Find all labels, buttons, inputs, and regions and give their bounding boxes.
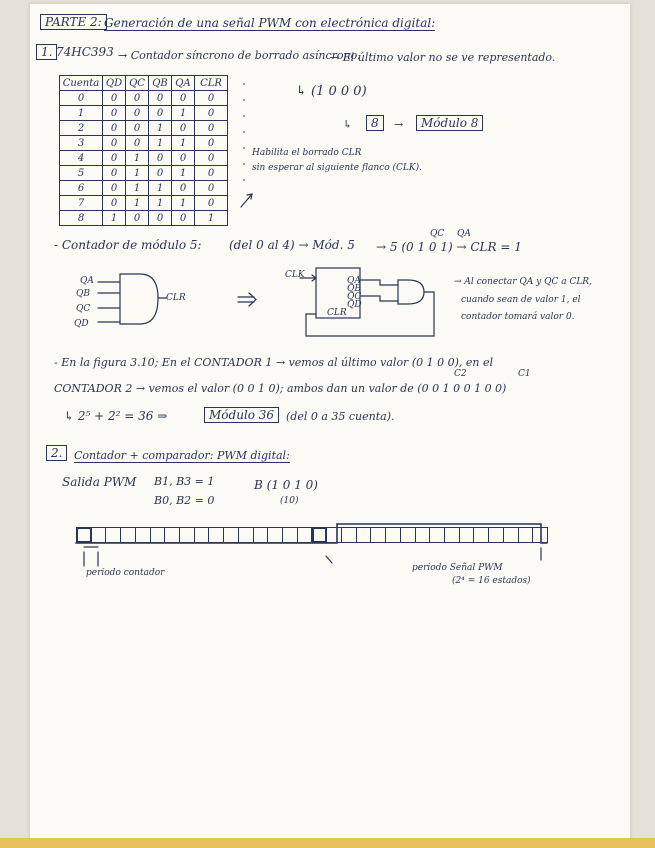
counter-description: → Contador síncrono de borrado asíncrono.	[118, 49, 361, 62]
pwm-cell	[459, 527, 475, 543]
pwm-cell	[179, 527, 195, 543]
last-value-note: → El último valor no se ve representado.	[330, 51, 556, 64]
fig-line-2: CONTADOR 2 → vemos el valor (0 0 1 0); ambos dan un valor de (0 0 1 0 0 1 0 0)	[54, 382, 507, 395]
pwm-cell	[415, 527, 431, 543]
truth-table-cell: 6	[60, 181, 103, 196]
truth-table-cell: 1	[172, 106, 195, 121]
header-qb: QB	[149, 76, 172, 91]
arrow: →	[394, 118, 404, 131]
value-8-box: 8	[366, 115, 384, 131]
desk-edge	[0, 838, 655, 848]
formula: ↳ 2⁵ + 2² = 36 ⇒	[64, 409, 168, 423]
ic-pin-qc: QC	[347, 292, 362, 302]
pwm-cell	[312, 527, 328, 543]
truth-table-cell: 7	[60, 196, 103, 211]
truth-table-cell: 0	[195, 181, 228, 196]
arrow-value: ↳ (1 0 0 0)	[296, 84, 367, 99]
truth-table-cell: 0	[195, 166, 228, 181]
ic-pin-qd: QD	[347, 300, 362, 310]
truth-table-cell: 3	[60, 136, 103, 151]
truth-table-cell: 8	[60, 211, 103, 226]
truth-table-cell: 0	[195, 136, 228, 151]
pwm-cell	[76, 527, 92, 543]
truth-table-cell: 0	[195, 91, 228, 106]
truth-table-cell: 0	[126, 121, 149, 136]
pwm-cell	[356, 527, 372, 543]
pwm-timing-diagram	[76, 527, 547, 543]
section-1-number: 1.	[36, 44, 57, 60]
pwm-cell	[267, 527, 283, 543]
truth-table-cell: 1	[172, 166, 195, 181]
b-value: B (1 0 1 0)	[254, 478, 318, 492]
truth-table-cell: 1	[60, 106, 103, 121]
pwm-cell	[223, 527, 239, 543]
truth-table-cell: 0	[195, 196, 228, 211]
pwm-cell	[91, 527, 107, 543]
truth-table-cell: 0	[195, 106, 228, 121]
section-2-number: 2.	[46, 445, 67, 461]
truth-table-cell: 0	[172, 181, 195, 196]
truth-table-cell: 1	[126, 151, 149, 166]
truth-table-cell: 0	[103, 181, 126, 196]
truth-table-cell: 0	[126, 211, 149, 226]
pwm-cell	[473, 527, 489, 543]
truth-table-cell: 5	[60, 166, 103, 181]
page-title: Generación de una señal PWM con electrónica digital:	[104, 16, 436, 30]
pwm-cell	[429, 527, 445, 543]
gate-out-clr: CLR	[166, 293, 186, 303]
truth-table-cell: 0	[126, 91, 149, 106]
ic-pin-qb: QB	[347, 284, 361, 294]
truth-table-cell: 0	[103, 151, 126, 166]
truth-table-cell: 0	[149, 166, 172, 181]
periodo-contador-label: periodo contador	[86, 568, 165, 578]
truth-table-row	[60, 106, 228, 121]
truth-table-cell: 1	[126, 166, 149, 181]
truth-table-row	[60, 166, 228, 181]
truth-table-cell: 1	[195, 211, 228, 226]
pwm-cell	[150, 527, 166, 543]
pwm-cell	[400, 527, 416, 543]
gate-in-qc: QC	[76, 304, 91, 314]
mod5-note-3: contador tomará valor 0.	[461, 312, 575, 322]
truth-table-cell: 0	[172, 211, 195, 226]
pwm-cell	[488, 527, 504, 543]
gate-in-qd: QD	[74, 319, 89, 329]
hook-arrow: ↳	[343, 118, 353, 131]
pwm-cell	[253, 527, 269, 543]
truth-table-cell: 1	[103, 211, 126, 226]
pwm-cell	[208, 527, 224, 543]
truth-table-cell: 0	[149, 91, 172, 106]
pwm-cell	[297, 527, 313, 543]
pwm-cell	[238, 527, 254, 543]
c1-label: C1	[518, 369, 531, 379]
truth-table	[59, 75, 228, 226]
truth-table-cell: 0	[126, 136, 149, 151]
habilita-line-2: sin esperar al siguiente flanco (CLK).	[252, 163, 422, 173]
pwm-cell	[164, 527, 180, 543]
part-label: PARTE 2:	[40, 14, 107, 30]
truth-table-cell: 0	[172, 121, 195, 136]
truth-table-row	[60, 151, 228, 166]
ic-clr-label: CLR	[327, 308, 347, 318]
count-note: (del 0 a 35 cuenta).	[286, 410, 395, 423]
modulo-8-box: Módulo 8	[416, 115, 483, 131]
header-qa: QA	[172, 76, 195, 91]
mod5-range: (del 0 al 4) → Mód. 5	[229, 238, 355, 252]
modulo-36-box: Módulo 36	[204, 407, 279, 423]
truth-table-cell: 1	[149, 196, 172, 211]
truth-table-cell: 0	[103, 106, 126, 121]
truth-table-cell: 1	[149, 181, 172, 196]
mod5-note-2: cuando sean de valor 1, el	[461, 295, 581, 305]
truth-table-cell: 0	[172, 91, 195, 106]
pwm-cell	[444, 527, 460, 543]
pwm-cell	[341, 527, 357, 543]
condition-1: B1, B3 = 1	[154, 475, 215, 488]
ic-clk-label: CLK	[285, 270, 305, 280]
header-qc: QC	[126, 76, 149, 91]
pwm-cell	[282, 527, 298, 543]
pwm-cell	[194, 527, 210, 543]
estados-label: (2⁴ = 16 estados)	[452, 576, 531, 586]
truth-table-cell: 0	[60, 91, 103, 106]
c2-label: C2	[454, 369, 467, 379]
truth-table-cell: 1	[172, 196, 195, 211]
truth-table-cell: 0	[103, 136, 126, 151]
b-decimal: (10)	[280, 496, 299, 506]
periodo-pwm-label: periodo Señal PWM	[412, 563, 503, 573]
mod5-title: - Contador de módulo 5:	[54, 238, 202, 252]
truth-table-cell: 0	[126, 106, 149, 121]
pwm-cell	[370, 527, 386, 543]
truth-table-cell: 1	[149, 136, 172, 151]
gate-in-qb: QB	[76, 289, 90, 299]
pwm-cell	[385, 527, 401, 543]
truth-table-cell: 1	[126, 196, 149, 211]
pwm-cell	[135, 527, 151, 543]
truth-table-cell: 0	[195, 151, 228, 166]
pwm-cell	[120, 527, 136, 543]
truth-table-header	[60, 76, 228, 91]
header-qd: QD	[103, 76, 126, 91]
truth-table-cell: 0	[149, 106, 172, 121]
truth-table-cell: 1	[149, 121, 172, 136]
ic-pin-qa: QA	[347, 276, 361, 286]
pwm-cell	[518, 527, 534, 543]
truth-table-cell: 0	[103, 196, 126, 211]
qa-label: QA	[457, 229, 471, 239]
truth-table-cell: 0	[195, 121, 228, 136]
truth-table-row	[60, 211, 228, 226]
habilita-line-1: Habilita el borrado CLR	[252, 148, 362, 158]
truth-table-cell: 0	[172, 151, 195, 166]
pwm-cell	[532, 527, 548, 543]
gate-in-qa: QA	[80, 276, 94, 286]
truth-table-row	[60, 121, 228, 136]
header-clr: CLR	[195, 76, 228, 91]
truth-table-row	[60, 91, 228, 106]
truth-table-cell: 0	[103, 166, 126, 181]
pwm-cell	[105, 527, 121, 543]
truth-table-cell: 4	[60, 151, 103, 166]
section-2-title: Contador + comparador: PWM digital:	[74, 449, 290, 462]
truth-table-cell: 1	[126, 181, 149, 196]
fig-line-1: - En la figura 3.10; En el CONTADOR 1 → vemos al último valor (0 1 0 0), en el	[54, 356, 493, 369]
truth-table-cell: 0	[103, 121, 126, 136]
truth-table-row	[60, 136, 228, 151]
truth-table-row	[60, 196, 228, 211]
pwm-cell	[326, 527, 342, 543]
mod5-note-1: → Al conectar QA y QC a CLR,	[454, 277, 592, 287]
truth-table-cell: 1	[172, 136, 195, 151]
truth-table-cell: 0	[149, 211, 172, 226]
condition-2: B0, B2 = 0	[154, 494, 215, 507]
pwm-cell	[503, 527, 519, 543]
mod5-value: → 5 (0 1 0 1) → CLR = 1	[376, 240, 522, 254]
header-cuenta: Cuenta	[60, 76, 103, 91]
truth-table-cell: 0	[149, 151, 172, 166]
truth-table-row	[60, 181, 228, 196]
chip-name: 74HC393	[56, 45, 114, 59]
qc-label: QC	[430, 229, 445, 239]
truth-table-cell: 0	[103, 91, 126, 106]
salida-pwm: Salida PWM	[62, 475, 137, 489]
truth-table-cell: 2	[60, 121, 103, 136]
